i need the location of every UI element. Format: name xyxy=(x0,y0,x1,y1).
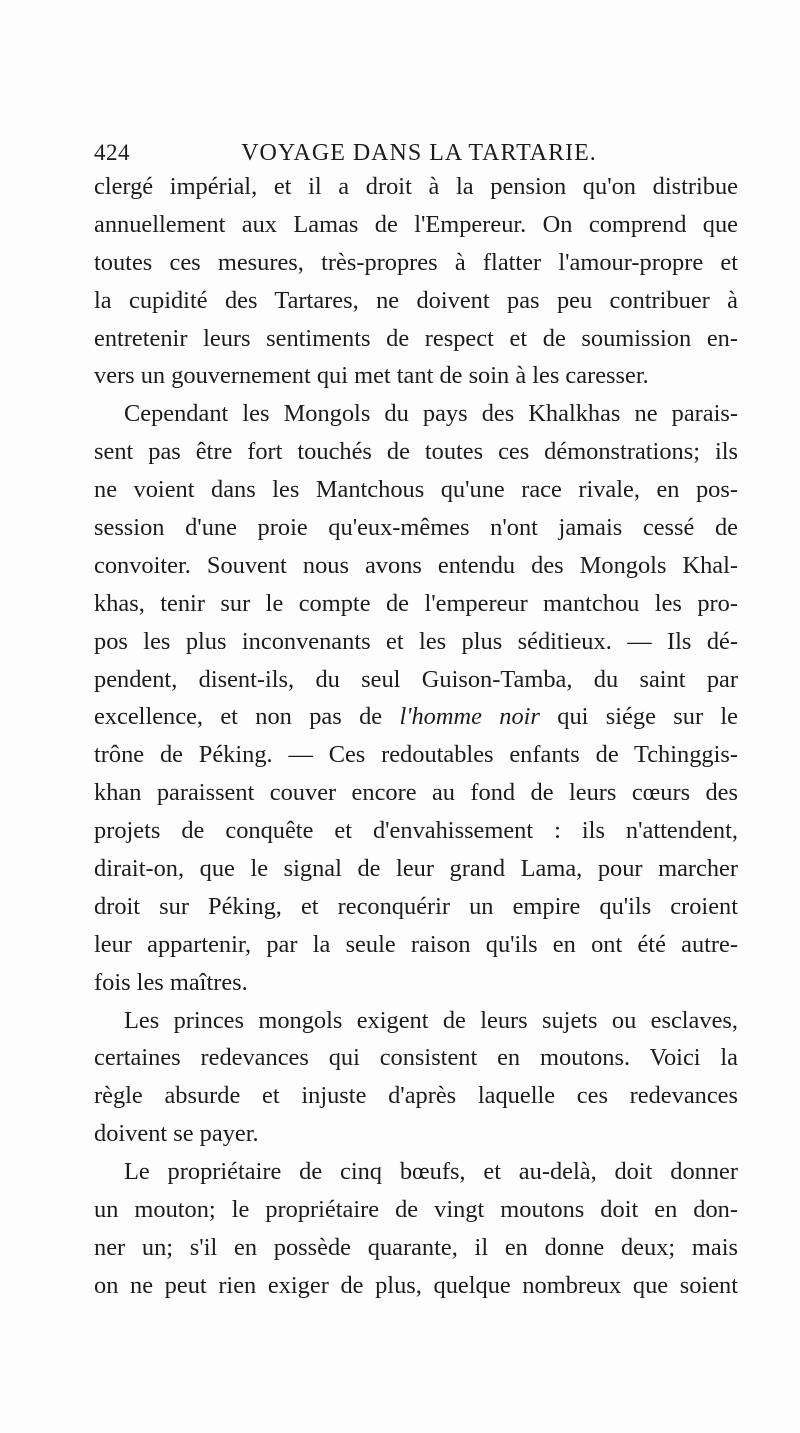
text-line: entretenir leurs sentiments de respect et de soumission en- xyxy=(94,324,738,352)
page-number: 424 xyxy=(94,140,130,165)
text-line: certaines redevances qui consistent en moutons. Voici la xyxy=(94,1044,738,1072)
italic-phrase: l'homme noir xyxy=(399,703,540,731)
text-line: toutes ces mesures, très-propres à flatter l'amour-propre et xyxy=(94,248,738,276)
text-line: sent pas être fort touchés de toutes ces démonstrations; ils xyxy=(94,438,738,466)
text-line: clergé impérial, et il a droit à la pension qu'on distribue xyxy=(94,173,738,200)
text-line: convoiter. Souvent nous avons entendu des Mongols Khal- xyxy=(94,551,738,579)
paragraph-start-line: Les princes mongols exigent de leurs sujets ou esclaves, xyxy=(124,1006,738,1034)
text-line: projets de conquête et d'envahissement : ils n'attendent, xyxy=(94,817,738,845)
text-line: annuellement aux Lamas de l'Empereur. On comprend que xyxy=(94,210,738,238)
body-text xyxy=(94,168,738,1305)
text-line: pos les plus inconvenants et les plus séditieux. — Ils dé- xyxy=(94,627,738,655)
text-segment: excellence, et non pas de xyxy=(94,703,383,731)
text-line: vers un gouvernement qui met tant de soin à les caresser. xyxy=(94,362,649,390)
text-line: khan paraissent couver encore au fond de leurs cœurs des xyxy=(94,779,738,807)
text-line: règle absurde et injuste d'après laquelle ces redevances xyxy=(94,1082,738,1110)
text-segment: qui siége sur le xyxy=(557,703,739,731)
paragraph-start-line: Cependant les Mongols du pays des Khalkhas ne parais- xyxy=(124,400,738,428)
paragraph-start-line: Le propriétaire de cinq bœufs, et au-delà, doit donner xyxy=(124,1158,738,1186)
text-line: fois les maîtres. xyxy=(94,968,248,996)
text-line: session d'une proie qu'eux-mêmes n'ont jamais cessé de xyxy=(94,514,738,542)
text-line: on ne peut rien exiger de plus, quelque nombreux que soient xyxy=(94,1271,738,1299)
text-line: un mouton; le propriétaire de vingt moutons doit en don- xyxy=(94,1196,738,1224)
running-title: VOYAGE DANS LA TARTARIE. xyxy=(241,140,597,166)
text-line: la cupidité des Tartares, ne doivent pas peu contribuer à xyxy=(94,286,738,314)
text-line: dirait-on, que le signal de leur grand Lama, pour marcher xyxy=(94,855,738,883)
text-line: droit sur Péking, et reconquérir un empire qu'ils croient xyxy=(94,892,738,920)
text-line: pendent, disent-ils, du seul Guison-Tamba, du saint par xyxy=(94,665,738,693)
text-line-with-italic xyxy=(94,698,738,736)
text-line: ne voient dans les Mantchous qu'une race rivale, en pos- xyxy=(94,476,738,504)
text-line: leur appartenir, par la seule raison qu'ils en ont été autre- xyxy=(94,930,738,958)
text-line: ner un; s'il en possède quarante, il en donne deux; mais xyxy=(94,1233,738,1261)
text-line: doivent se payer. xyxy=(94,1120,259,1148)
text-line: trône de Péking. — Ces redoutables enfants de Tchinggis- xyxy=(94,741,738,769)
text-line: khas, tenir sur le compte de l'empereur mantchou les pro- xyxy=(94,589,738,617)
